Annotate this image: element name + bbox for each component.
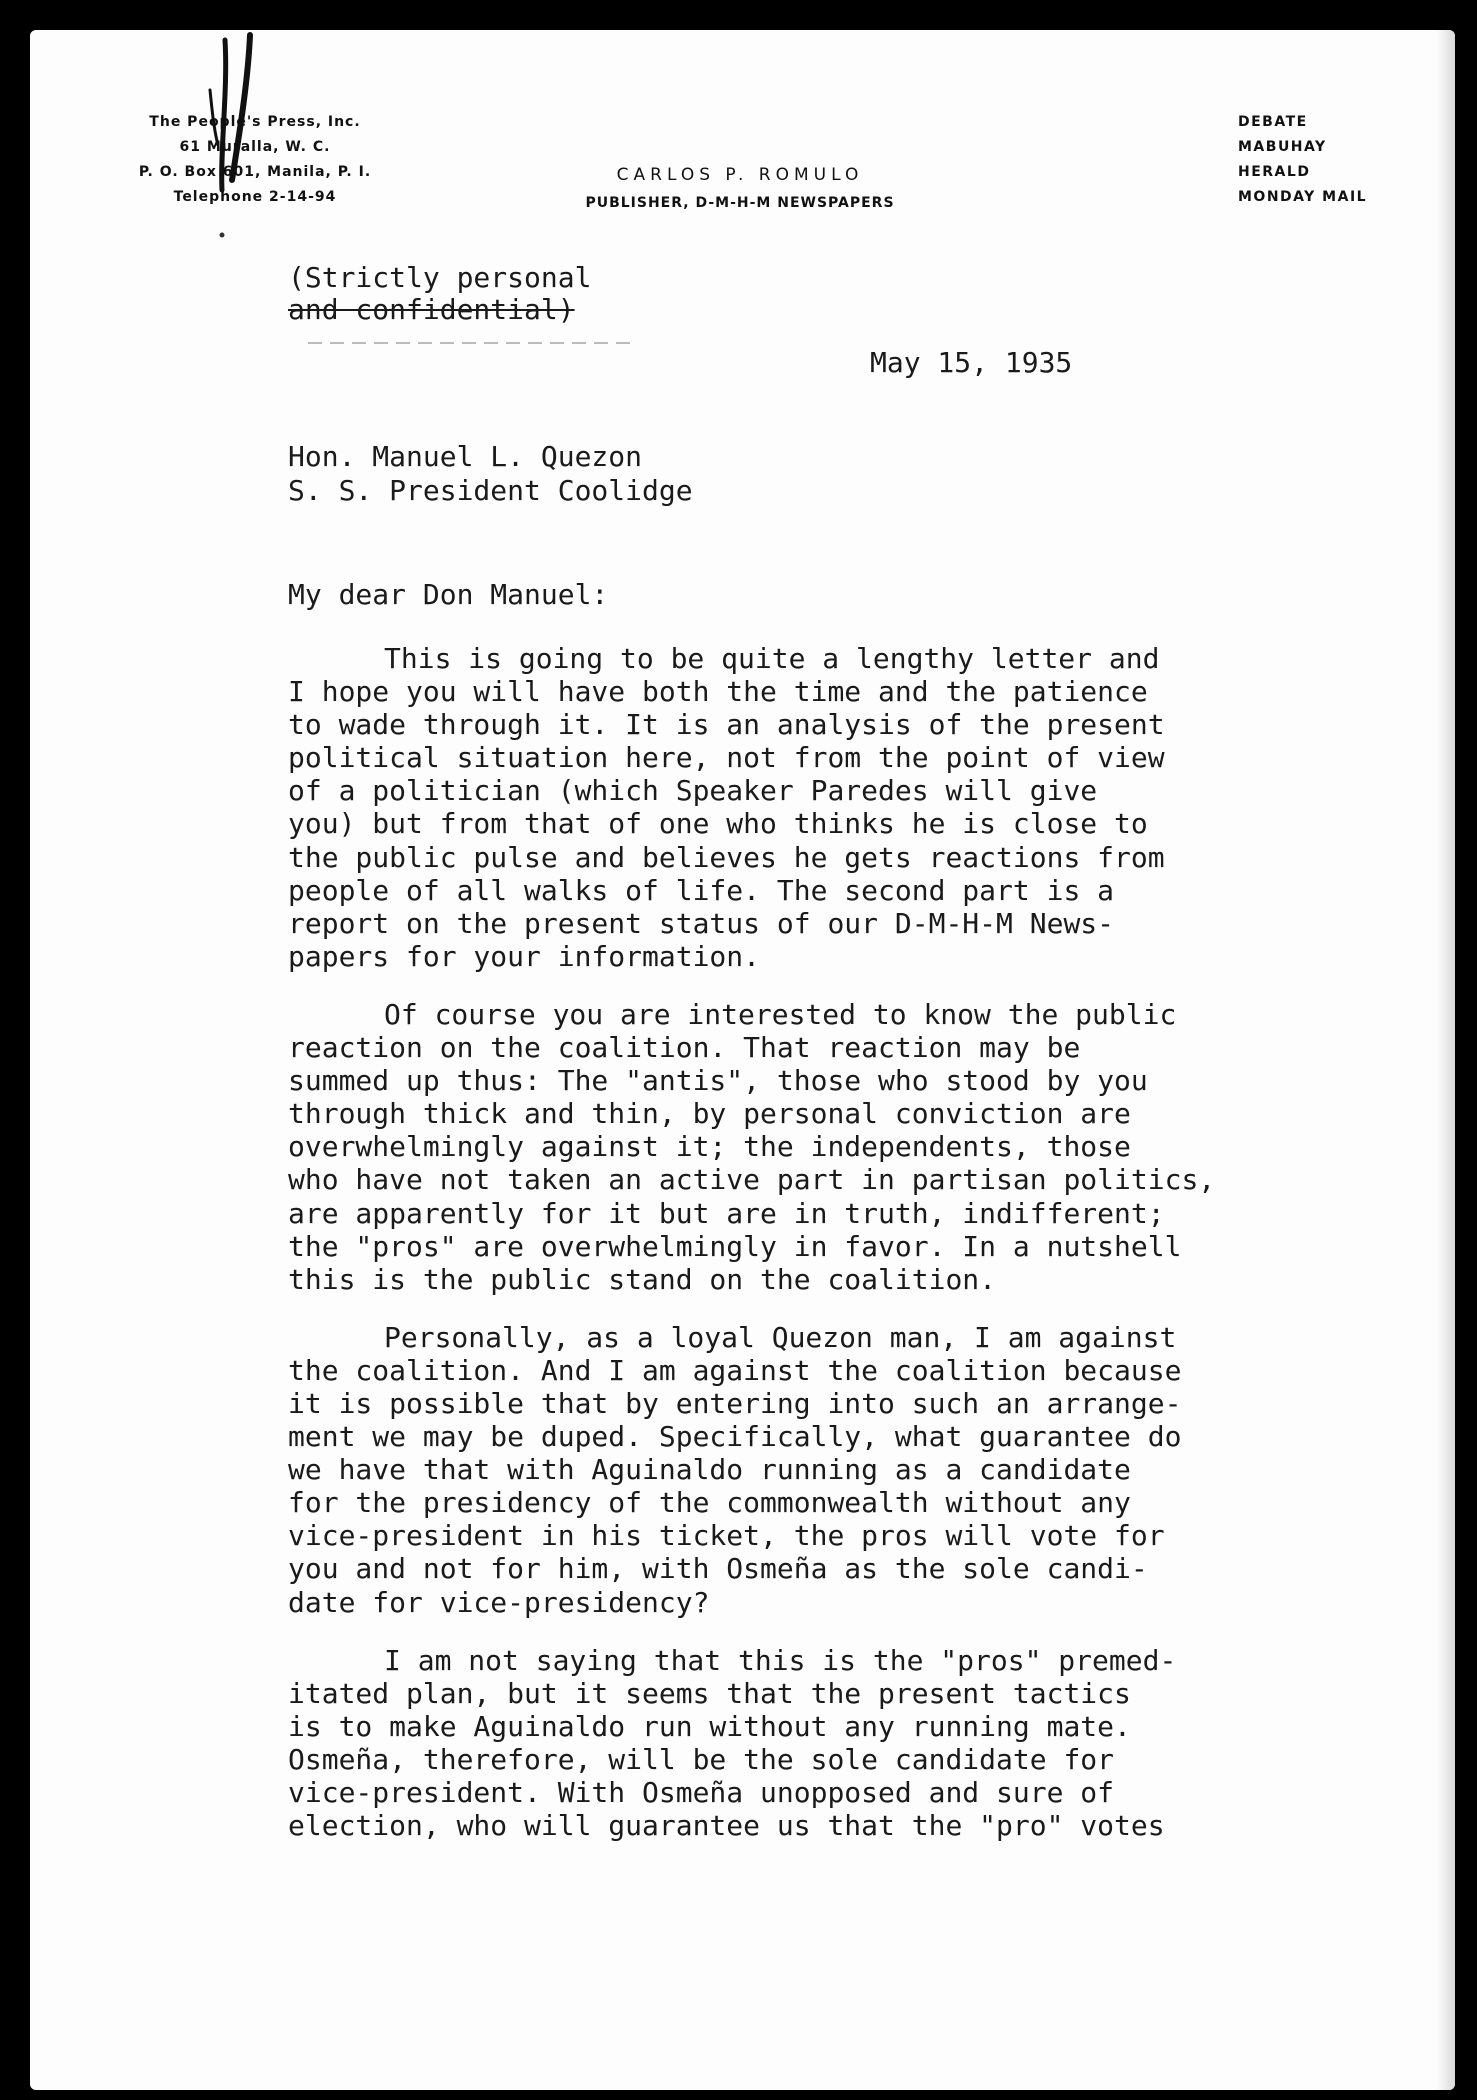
newspaper-debate: DEBATE [1238,114,1308,130]
confidential-line-1: (Strictly personal [288,261,592,294]
text-line: Of course you are interested to know the public [384,997,1177,1031]
text-line: reaction on the coalition. That reaction may be [288,1031,1081,1065]
text-line: vice-president in his ticket, the pros will vote for [288,1519,1165,1553]
recipient-name: Hon. Manuel L. Quezon [288,440,643,473]
paragraph-2 [288,998,1428,1296]
text-line: you and not for him, with Osmeña as the sole candi- [288,1552,1148,1586]
text-line: Personally, as a loyal Quezon man, I am against [384,1320,1177,1354]
page-edge-shadow [1437,30,1455,2090]
salutation: My dear Don Manuel: [288,578,609,611]
text-line: this is the public stand on the coalition. [288,1262,997,1296]
newspaper-mabuhay: MABUHAY [1238,139,1327,155]
text-line: itated plan, but it seems that the present tactics [288,1676,1131,1710]
confidential-notice [288,262,591,326]
letterhead-company-block [90,110,420,210]
newspaper-monday-mail: MONDAY MAIL [1238,189,1368,205]
text-line: report on the present status of our D-M-H-M News- [288,906,1115,940]
confidential-line-2: and confidential) [288,293,575,326]
text-line: for the presidency of the commonwealth without any [288,1486,1131,1520]
text-line: is to make Aguinaldo run without any running mate. [288,1709,1131,1743]
text-line: summed up thus: The "antis", those who stood by you [288,1064,1148,1098]
company-street: 61 Muralla, W. C. [179,139,331,155]
text-line: the "pros" are overwhelmingly in favor. In a nutshell [288,1229,1182,1263]
newspaper-herald: HERALD [1238,164,1311,180]
text-line: date for vice-presidency? [288,1585,710,1619]
text-line: it is possible that by entering into such an arrange- [288,1386,1182,1420]
text-line: people of all walks of life. The second part is a [288,873,1115,907]
text-line: political situation here, not from the point of view [288,741,1165,775]
paragraph-4 [288,1644,1428,1843]
publisher-name: CARLOS P. ROMULO [616,165,864,185]
text-line: This is going to be quite a lengthy letter and [384,642,1160,675]
text-line: to wade through it. It is an analysis of the present [288,708,1165,742]
paragraph-3 [288,1321,1428,1619]
recipient-location: S. S. President Coolidge [288,474,693,507]
letterhead-publisher-block [560,160,920,216]
publisher-title: PUBLISHER, D-M-H-M NEWSPAPERS [585,195,895,211]
letter-date: May 15, 1935 [870,346,1073,379]
text-line: the coalition. And I am against the coalition because [288,1353,1182,1387]
text-line: we have that with Aguinaldo running as a candidate [288,1453,1131,1487]
text-line: the public pulse and believes he gets reactions from [288,840,1165,874]
letter-body [288,642,1428,1867]
text-line: of a politician (which Speaker Paredes will give [288,774,1098,808]
letter-page [30,30,1455,2090]
company-telephone: Telephone 2-14-94 [173,189,337,205]
letterhead-newspapers-list [1238,110,1438,210]
faint-underline [308,342,638,344]
text-line: you) but from that of one who thinks he is close to [288,807,1148,841]
text-line: I hope you will have both the time and the patience [288,675,1148,709]
text-line: are apparently for it but are in truth, indifferent; [288,1196,1165,1230]
text-line: ment we may be duped. Specifically, what guarantee do [288,1420,1182,1454]
paragraph-1 [288,642,1428,973]
text-line: who have not taken an active part in partisan politics, [288,1163,1216,1197]
text-line: Osmeña, therefore, will be the sole candidate for [288,1742,1115,1776]
company-name: The People's Press, Inc. [149,114,361,130]
text-line: vice-president. With Osmeña unopposed and sure of [288,1776,1115,1809]
recipient-address [288,440,693,508]
text-line: overwhelmingly against it; the independents, those [288,1130,1131,1164]
text-line: papers for your information. [288,939,761,973]
company-po-box: P. O. Box 601, Manila, P. I. [138,164,372,180]
text-line: through thick and thin, by personal conviction are [288,1097,1131,1131]
text-line: I am not saying that this is the "pros" premed- [384,1643,1177,1677]
text-line: election, who will guarantee us that the "pro" votes [288,1809,1165,1843]
